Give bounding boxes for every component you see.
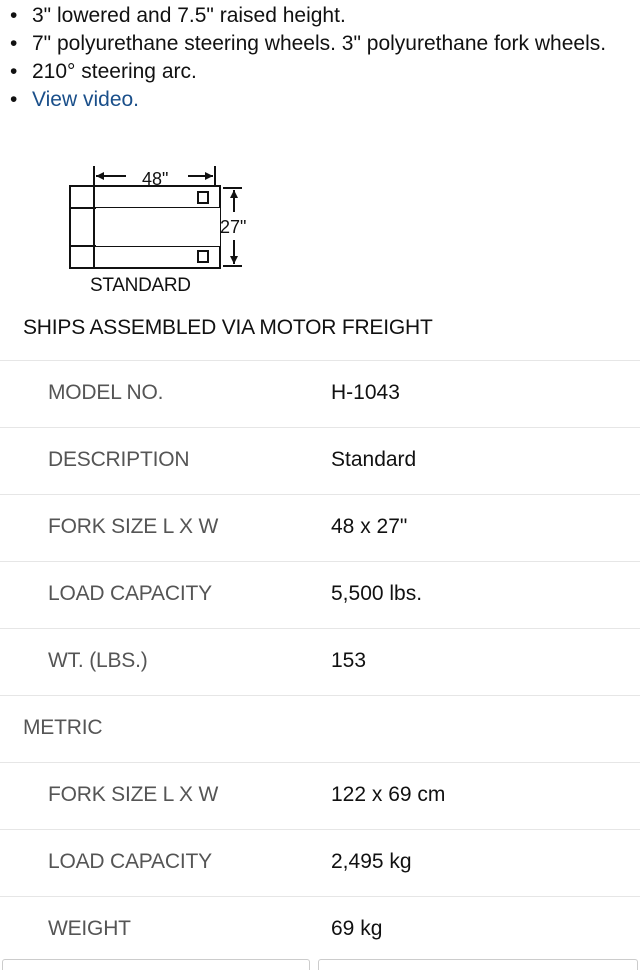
bullet: • [10,32,18,55]
spec-row [0,896,640,963]
tab-edge-right[interactable] [318,959,638,970]
tab-edge-left[interactable] [2,959,310,970]
spec-row [0,829,640,896]
spec-label: WEIGHT [48,917,131,940]
spec-value: 48 x 27" [331,515,408,538]
feature-item [0,3,640,29]
spec-row [0,360,640,427]
spec-value: Standard [331,448,417,471]
fork-gap [96,208,220,246]
spec-value: 153 [331,649,367,672]
spec-label: MODEL NO. [48,381,164,404]
bullet: • [10,4,18,27]
feature-list [0,0,640,115]
feature-item [0,31,640,57]
spec-row [0,561,640,628]
spec-row [0,427,640,494]
view-video-link[interactable]: View video. [32,88,140,111]
arrowhead-bottom [230,256,238,264]
specs-table [0,360,640,963]
spec-label: LOAD CAPACITY [48,582,212,605]
bottom-tab-edges [0,957,640,967]
spec-value: 122 x 69 cm [331,783,446,806]
arrowhead-left [96,172,104,180]
arrowhead-top [230,190,238,198]
shipping-note: SHIPS ASSEMBLED VIA MOTOR FREIGHT [23,316,433,339]
spec-row [0,494,640,561]
metric-section-heading [0,695,640,762]
bullet: • [10,60,18,83]
spec-value: 5,500 lbs. [331,582,423,605]
spec-label: LOAD CAPACITY [48,850,212,873]
bullet: • [10,88,18,111]
spec-label: FORK SIZE L X W [48,783,219,806]
spec-label: WT. (LBS.) [48,649,148,672]
wheel-bottom [198,251,208,262]
feature-item [0,59,640,85]
width-label: 27" [220,217,247,237]
spec-label: FORK SIZE L X W [48,515,219,538]
metric-heading: METRIC [23,716,103,739]
length-label: 48" [142,169,169,189]
wheel-top [198,192,208,203]
feature-text: 7" polyurethane steering wheels. 3" polyurethane fork wheels. [32,32,607,55]
spec-value: 69 kg [331,917,383,940]
diagram-caption: STANDARD [90,275,191,296]
spec-row [0,762,640,829]
spec-value: 2,495 kg [331,850,412,873]
spec-label: DESCRIPTION [48,448,190,471]
feature-text: 210° steering arc. [32,60,197,83]
feature-text: 3" lowered and 7.5" raised height. [32,4,346,27]
spec-row [0,628,640,695]
feature-item [0,87,640,113]
arrowhead-right [205,172,213,180]
spec-value: H-1043 [331,381,400,404]
